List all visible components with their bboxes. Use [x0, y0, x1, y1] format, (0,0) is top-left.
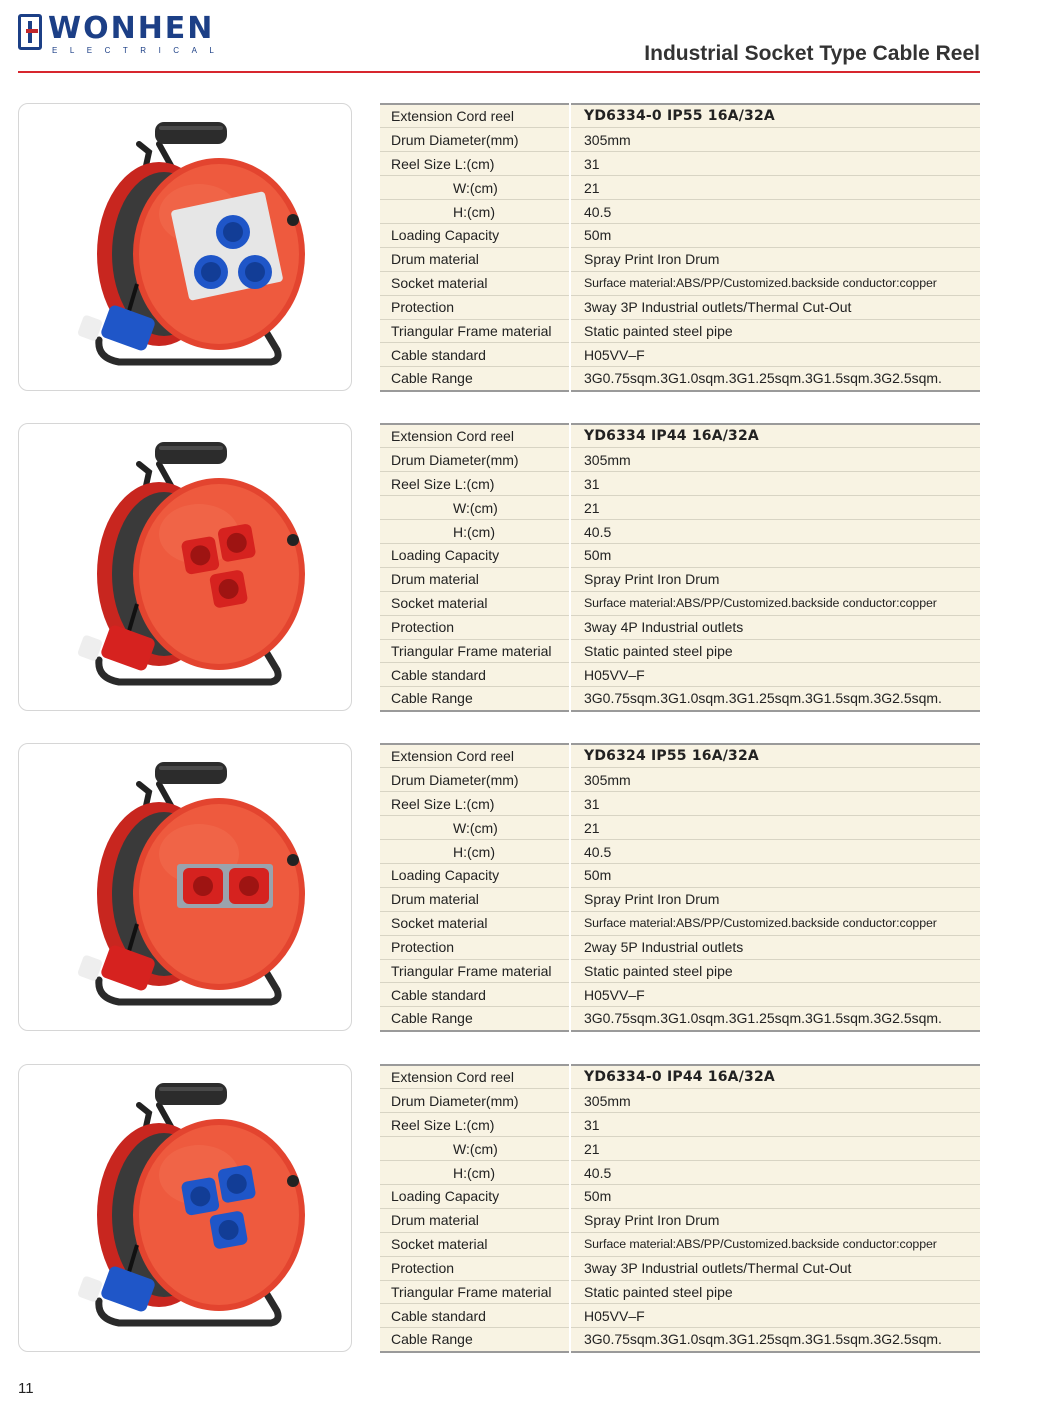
- spec-label: Drum Diameter(mm): [380, 768, 570, 792]
- spec-row-socket-material: [380, 1232, 980, 1256]
- spec-label: Triangular Frame material: [380, 959, 570, 983]
- spec-value: 3G0.75sqm.3G1.0sqm.3G1.25sqm.3G1.5sqm.3G2.5sqm.: [584, 690, 942, 707]
- spec-label: Cable Range: [380, 687, 570, 711]
- cable-reel-illustration: [19, 1065, 352, 1352]
- spec-value: 50m: [570, 543, 980, 567]
- spec-row-height: [380, 1161, 980, 1185]
- spec-row-cable-standard: [380, 983, 980, 1007]
- spec-row-drum-material: [380, 567, 980, 591]
- spec-label: W:(cm): [380, 816, 570, 840]
- brand-logo: [18, 11, 227, 56]
- spec-row-width: [380, 176, 980, 200]
- product-block-3: [18, 743, 980, 1031]
- spec-value: 31: [570, 1113, 980, 1137]
- model-value: YD6334-0 IP44 16A/32A: [570, 1065, 980, 1089]
- spec-label: Socket material: [380, 1232, 570, 1256]
- spec-value: 2way 5P Industrial outlets: [570, 935, 980, 959]
- spec-table: [380, 423, 980, 712]
- spec-row-drum-material: [380, 247, 980, 271]
- spec-row-frame: [380, 959, 980, 983]
- spec-table: [380, 1064, 980, 1353]
- spec-value: 3G0.75sqm.3G1.0sqm.3G1.25sqm.3G1.5sqm.3G2.5sqm.: [584, 1010, 942, 1027]
- spec-label: Drum material: [380, 247, 570, 271]
- spec-label: Drum material: [380, 1208, 570, 1232]
- brand-subtitle: ELECTRICAL: [52, 46, 227, 55]
- product-photo: [18, 743, 352, 1031]
- spec-label: Cable standard: [380, 343, 570, 367]
- spec-label: Protection: [380, 295, 570, 319]
- spec-row-drum-diameter: [380, 448, 980, 472]
- spec-label: Cable standard: [380, 983, 570, 1007]
- spec-row-width: [380, 1137, 980, 1161]
- spec-row-loading: [380, 1184, 980, 1208]
- spec-value: Spray Print Iron Drum: [570, 1208, 980, 1232]
- spec-value: 31: [570, 472, 980, 496]
- spec-value: H05VV–F: [570, 663, 980, 687]
- spec-label: Extension Cord reel: [380, 1065, 570, 1089]
- spec-label: H:(cm): [380, 200, 570, 224]
- product-photo: [18, 103, 352, 391]
- spec-label: Reel Size L:(cm): [380, 152, 570, 176]
- spec-row-cable-range: [380, 1007, 980, 1031]
- spec-row-model: [380, 744, 980, 768]
- spec-label: Cable Range: [380, 1007, 570, 1031]
- cable-reel-illustration: [19, 744, 352, 1031]
- spec-value: Spray Print Iron Drum: [570, 247, 980, 271]
- spec-label: Drum Diameter(mm): [380, 1089, 570, 1113]
- spec-label: Triangular Frame material: [380, 319, 570, 343]
- spec-value: 40.5: [570, 200, 980, 224]
- spec-value: Static painted steel pipe: [570, 1280, 980, 1304]
- spec-value: 40.5: [570, 1161, 980, 1185]
- spec-label: Cable standard: [380, 1304, 570, 1328]
- page-title: Industrial Socket Type Cable Reel: [644, 42, 980, 65]
- spec-row-width: [380, 816, 980, 840]
- spec-row-model: [380, 424, 980, 448]
- spec-value: 3G0.75sqm.3G1.0sqm.3G1.25sqm.3G1.5sqm.3G2.5sqm.: [584, 370, 942, 387]
- spec-label: Drum material: [380, 567, 570, 591]
- brand-mark-icon: [18, 14, 42, 50]
- spec-value: 31: [570, 792, 980, 816]
- spec-value: Static painted steel pipe: [570, 639, 980, 663]
- spec-row-height: [380, 200, 980, 224]
- spec-row-length: [380, 152, 980, 176]
- spec-value: Spray Print Iron Drum: [570, 567, 980, 591]
- spec-row-model: [380, 104, 980, 128]
- spec-row-drum-diameter: [380, 768, 980, 792]
- spec-label: Cable Range: [380, 1328, 570, 1352]
- spec-label: H:(cm): [380, 520, 570, 544]
- page-number: 11: [18, 1380, 34, 1397]
- spec-label: Loading Capacity: [380, 1184, 570, 1208]
- product-block-1: [18, 103, 980, 391]
- spec-value: H05VV–F: [570, 1304, 980, 1328]
- spec-row-loading: [380, 863, 980, 887]
- cable-reel-illustration: [19, 424, 352, 711]
- spec-label: Protection: [380, 615, 570, 639]
- spec-label: Loading Capacity: [380, 223, 570, 247]
- spec-row-socket-material: [380, 271, 980, 295]
- spec-value: 21: [570, 1137, 980, 1161]
- spec-value: 21: [570, 176, 980, 200]
- spec-label: Reel Size L:(cm): [380, 1113, 570, 1137]
- spec-label: Cable standard: [380, 663, 570, 687]
- product-block-2: [18, 423, 980, 711]
- spec-label: Reel Size L:(cm): [380, 472, 570, 496]
- spec-row-model: [380, 1065, 980, 1089]
- spec-row-frame: [380, 639, 980, 663]
- spec-label: Triangular Frame material: [380, 1280, 570, 1304]
- spec-value: Surface material:ABS/PP/Customized.backside conductor:copper: [570, 591, 980, 615]
- spec-row-protection: [380, 935, 980, 959]
- page-header: [0, 0, 1060, 80]
- spec-label: Socket material: [380, 271, 570, 295]
- spec-value: Surface material:ABS/PP/Customized.backside conductor:copper: [570, 271, 980, 295]
- spec-value: Spray Print Iron Drum: [570, 887, 980, 911]
- spec-label: Triangular Frame material: [380, 639, 570, 663]
- spec-value: 50m: [570, 1184, 980, 1208]
- spec-row-length: [380, 472, 980, 496]
- spec-value: Static painted steel pipe: [570, 959, 980, 983]
- spec-row-frame: [380, 1280, 980, 1304]
- product-photo: [18, 1064, 352, 1352]
- cable-reel-illustration: [19, 104, 352, 391]
- spec-value: 3way 3P Industrial outlets/Thermal Cut-Out: [570, 295, 980, 319]
- spec-label: Socket material: [380, 911, 570, 935]
- spec-value: 3way 3P Industrial outlets/Thermal Cut-Out: [570, 1256, 980, 1280]
- spec-label: Drum material: [380, 887, 570, 911]
- spec-row-length: [380, 1113, 980, 1137]
- spec-row-protection: [380, 615, 980, 639]
- spec-value: 3G0.75sqm.3G1.0sqm.3G1.25sqm.3G1.5sqm.3G2.5sqm.: [584, 1331, 942, 1348]
- spec-value: 21: [570, 496, 980, 520]
- spec-row-drum-material: [380, 887, 980, 911]
- spec-value: 305mm: [570, 128, 980, 152]
- spec-value: 3way 4P Industrial outlets: [570, 615, 980, 639]
- spec-row-drum-diameter: [380, 1089, 980, 1113]
- spec-row-loading: [380, 223, 980, 247]
- spec-label: Loading Capacity: [380, 543, 570, 567]
- spec-value: 40.5: [570, 840, 980, 864]
- model-value: YD6324 IP55 16A/32A: [570, 744, 980, 768]
- spec-row-protection: [380, 295, 980, 319]
- spec-row-protection: [380, 1256, 980, 1280]
- spec-row-height: [380, 840, 980, 864]
- spec-label: Protection: [380, 1256, 570, 1280]
- spec-value: 21: [570, 816, 980, 840]
- spec-value: 50m: [570, 223, 980, 247]
- spec-value: Static painted steel pipe: [570, 319, 980, 343]
- spec-row-cable-range: [380, 687, 980, 711]
- spec-table: [380, 103, 980, 392]
- spec-row-drum-diameter: [380, 128, 980, 152]
- spec-row-cable-standard: [380, 663, 980, 687]
- spec-row-cable-range: [380, 367, 980, 391]
- spec-row-loading: [380, 543, 980, 567]
- spec-label: Reel Size L:(cm): [380, 792, 570, 816]
- spec-row-width: [380, 496, 980, 520]
- spec-value: 31: [570, 152, 980, 176]
- spec-value: 305mm: [570, 1089, 980, 1113]
- product-photo: [18, 423, 352, 711]
- spec-value: 305mm: [570, 768, 980, 792]
- spec-value: 305mm: [570, 448, 980, 472]
- spec-row-drum-material: [380, 1208, 980, 1232]
- spec-table: [380, 743, 980, 1032]
- spec-value: 50m: [570, 863, 980, 887]
- spec-value: Surface material:ABS/PP/Customized.backside conductor:copper: [570, 1232, 980, 1256]
- spec-label: Socket material: [380, 591, 570, 615]
- spec-label: H:(cm): [380, 1161, 570, 1185]
- spec-label: Drum Diameter(mm): [380, 448, 570, 472]
- spec-row-cable-standard: [380, 343, 980, 367]
- spec-label: Loading Capacity: [380, 863, 570, 887]
- model-value: YD6334 IP44 16A/32A: [570, 424, 980, 448]
- spec-row-cable-standard: [380, 1304, 980, 1328]
- spec-label: W:(cm): [380, 176, 570, 200]
- spec-label: Extension Cord reel: [380, 744, 570, 768]
- spec-row-frame: [380, 319, 980, 343]
- spec-value: 40.5: [570, 520, 980, 544]
- spec-label: Drum Diameter(mm): [380, 128, 570, 152]
- spec-label: W:(cm): [380, 496, 570, 520]
- spec-value: Surface material:ABS/PP/Customized.backside conductor:copper: [570, 911, 980, 935]
- brand-name: WONHEN: [48, 11, 215, 46]
- spec-label: Extension Cord reel: [380, 104, 570, 128]
- model-value: YD6334-0 IP55 16A/32A: [570, 104, 980, 128]
- spec-label: Protection: [380, 935, 570, 959]
- spec-row-socket-material: [380, 591, 980, 615]
- spec-label: W:(cm): [380, 1137, 570, 1161]
- spec-row-cable-range: [380, 1328, 980, 1352]
- spec-label: H:(cm): [380, 840, 570, 864]
- spec-label: Extension Cord reel: [380, 424, 570, 448]
- product-block-4: [18, 1064, 980, 1352]
- spec-row-height: [380, 520, 980, 544]
- spec-row-socket-material: [380, 911, 980, 935]
- title-divider: [18, 71, 980, 73]
- spec-value: H05VV–F: [570, 983, 980, 1007]
- spec-row-length: [380, 792, 980, 816]
- spec-label: Cable Range: [380, 367, 570, 391]
- spec-value: H05VV–F: [570, 343, 980, 367]
